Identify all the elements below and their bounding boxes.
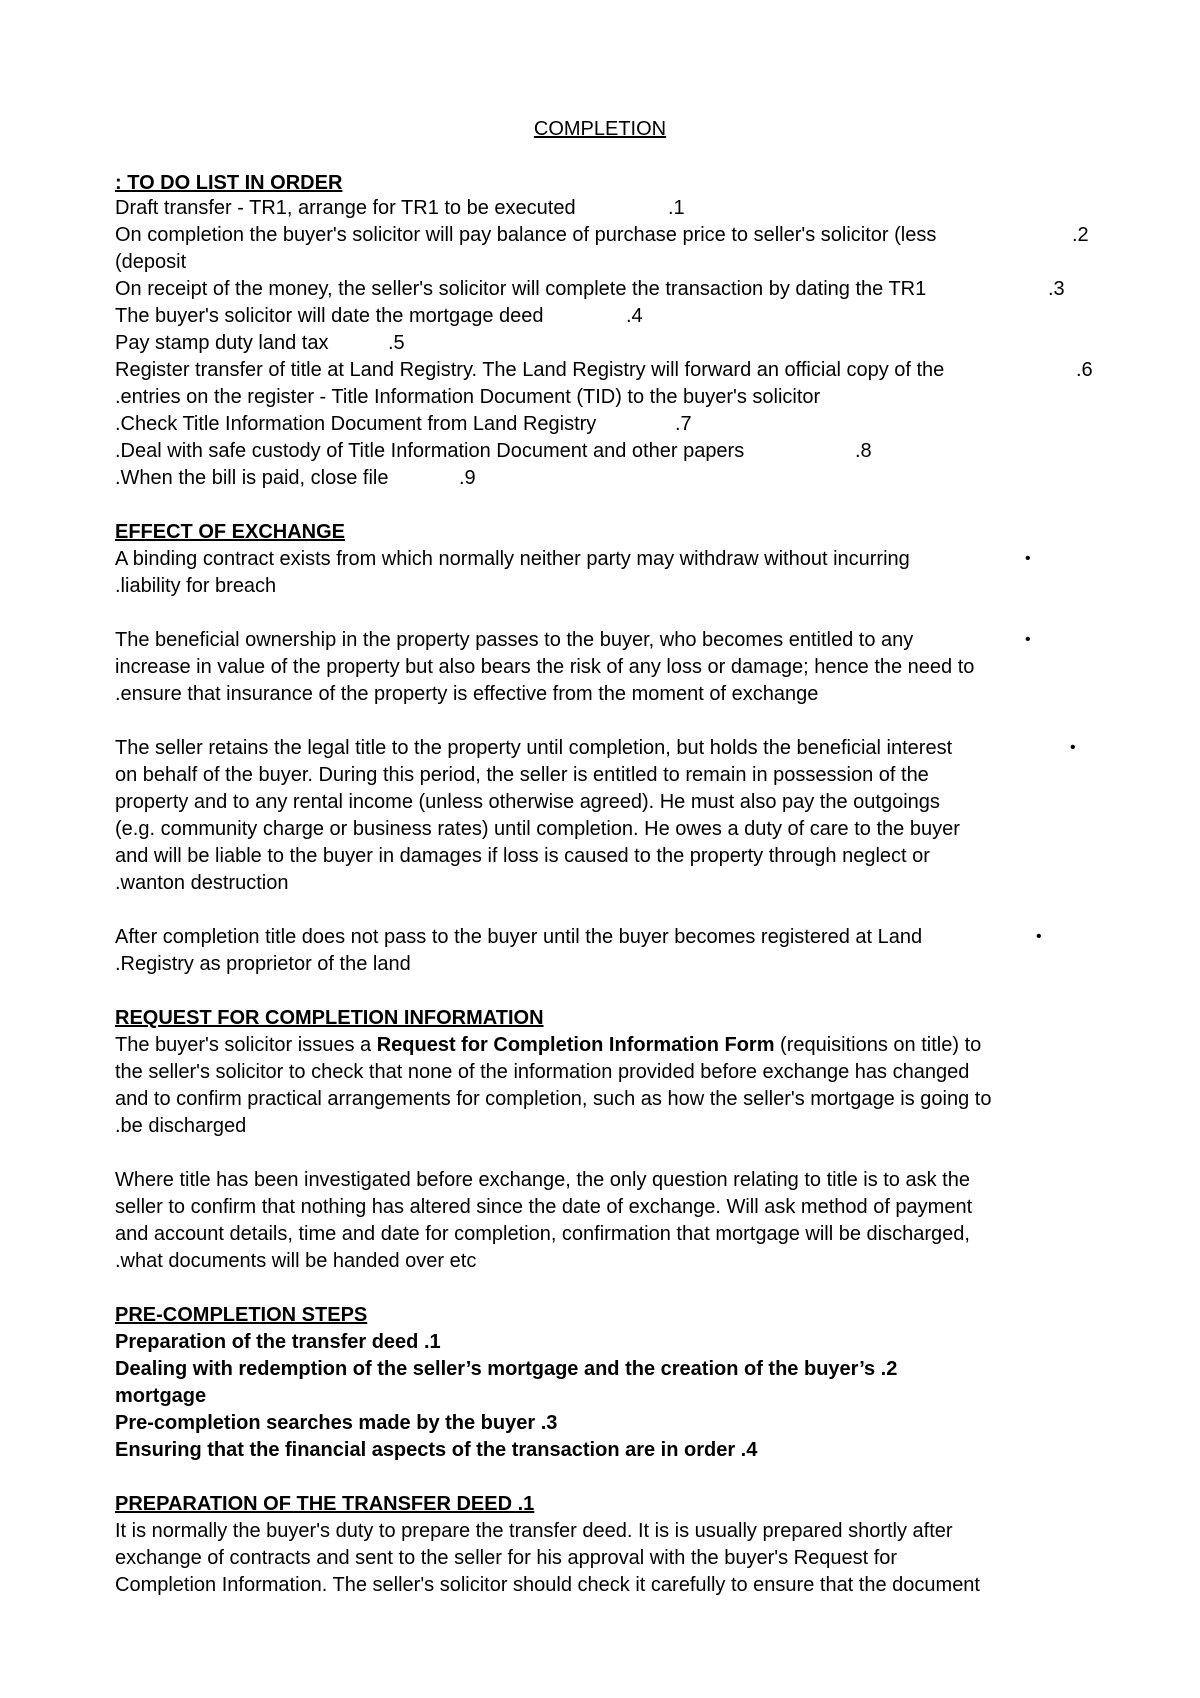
todo-item-number: .1 xyxy=(668,197,685,219)
request-heading: REQUEST FOR COMPLETION INFORMATION xyxy=(115,1007,544,1029)
todo-item-text: Draft transfer - TR1, arrange for TR1 to be executed xyxy=(115,197,576,219)
todo-item-number: .8 xyxy=(855,440,872,462)
bullet-icon: • xyxy=(1036,928,1042,945)
todo-item-number: .2 xyxy=(1072,224,1089,246)
exchange-paragraph-line: After completion title does not pass to the buyer until the buyer becomes registered at Land xyxy=(115,926,923,948)
exchange-paragraph-line: .wanton destruction xyxy=(115,872,289,894)
todo-item-continuation: .entries on the register - Title Information Document (TID) to the buyer's solicitor xyxy=(115,386,821,408)
exchange-paragraph-line: (e.g. community charge or business rates) until completion. He owes a duty of care to the buyer xyxy=(115,818,960,840)
bullet-icon: • xyxy=(1025,631,1031,648)
transfer-paragraph-line: exchange of contracts and sent to the seller for his approval with the buyer's Request for xyxy=(115,1547,898,1569)
request-paragraph-line: .what documents will be handed over etc xyxy=(115,1250,477,1272)
todo-item-number: .6 xyxy=(1076,359,1093,381)
todo-item-text: On completion the buyer's solicitor will pay balance of purchase price to seller's solicitor (less xyxy=(115,224,937,246)
todo-item-number: .4 xyxy=(626,305,643,327)
precompletion-step: mortgage xyxy=(115,1385,207,1407)
exchange-paragraph-line: property and to any rental income (unless otherwise agreed). He must also pay the outgoings xyxy=(115,791,940,813)
todo-item-text: Register transfer of title at Land Registry. The Land Registry will forward an official copy of the xyxy=(115,359,945,381)
todo-heading: : TO DO LIST IN ORDER xyxy=(115,172,343,194)
todo-item-number: .5 xyxy=(388,332,405,354)
request-form-name: Request for Completion Information Form xyxy=(376,1034,775,1056)
bullet-icon: • xyxy=(1070,739,1076,756)
request-paragraph-line: .be discharged xyxy=(115,1115,247,1137)
precompletion-step: Pre-completion searches made by the buyer .3 xyxy=(115,1412,558,1434)
exchange-paragraph-line: on behalf of the buyer. During this period, the seller is entitled to remain in possession of the xyxy=(115,764,929,786)
request-paragraph-line xyxy=(115,1032,981,1058)
exchange-paragraph-line: .ensure that insurance of the property is effective from the moment of exchange xyxy=(115,683,819,705)
exchange-heading: EFFECT OF EXCHANGE xyxy=(115,521,346,543)
request-paragraph-line: seller to confirm that nothing has altered since the date of exchange. Will ask method of payment xyxy=(115,1196,973,1218)
bullet-icon: • xyxy=(1025,550,1031,567)
request-paragraph-line: Where title has been investigated before exchange, the only question relating to title is to ask the xyxy=(115,1169,970,1191)
transfer-paragraph-line: Completion Information. The seller's solicitor should check it carefully to ensure that the document xyxy=(115,1574,980,1596)
exchange-paragraph-line: .liability for breach xyxy=(115,575,277,597)
todo-item-continuation: (deposit xyxy=(115,251,187,273)
todo-item-text: .When the bill is paid, close file xyxy=(115,467,389,489)
exchange-paragraph-line: The beneficial ownership in the property passes to the buyer, who becomes entitled to any xyxy=(115,629,914,651)
todo-item-text: .Check Title Information Document from Land Registry xyxy=(115,413,597,435)
todo-item-text: Pay stamp duty land tax xyxy=(115,332,329,354)
request-intro-text: The buyer's solicitor issues a xyxy=(115,1034,377,1056)
exchange-paragraph-line: and will be liable to the buyer in damages if loss is caused to the property through neglect or xyxy=(115,845,930,867)
todo-item-number: .3 xyxy=(1048,278,1065,300)
exchange-paragraph-line: .Registry as proprietor of the land xyxy=(115,953,411,975)
exchange-paragraph-line: increase in value of the property but also bears the risk of any loss or damage; hence the need to xyxy=(115,656,975,678)
todo-item-text: .Deal with safe custody of Title Information Document and other papers xyxy=(115,440,745,462)
page-title: COMPLETION xyxy=(533,118,667,140)
exchange-paragraph-line: The seller retains the legal title to the property until completion, but holds the beneficial interest xyxy=(115,737,953,759)
todo-item-number: .9 xyxy=(459,467,476,489)
precompletion-step: Dealing with redemption of the seller’s mortgage and the creation of the buyer’s .2 xyxy=(115,1358,898,1380)
exchange-paragraph-line: A binding contract exists from which normally neither party may withdraw without incurring xyxy=(115,548,910,570)
transfer-paragraph-line: It is normally the buyer's duty to prepare the transfer deed. It is is usually prepared shortly after xyxy=(115,1520,953,1542)
request-paragraph-line: and account details, time and date for completion, confirmation that mortgage will be discharged, xyxy=(115,1223,970,1245)
precompletion-step: Ensuring that the financial aspects of the transaction are in order .4 xyxy=(115,1439,758,1461)
precompletion-heading: PRE-COMPLETION STEPS xyxy=(115,1304,368,1326)
request-intro-tail: (requisitions on title) to xyxy=(774,1034,982,1056)
todo-item-number: .7 xyxy=(675,413,692,435)
request-paragraph-line: the seller's solicitor to check that none of the information provided before exchange has changed xyxy=(115,1061,970,1083)
precompletion-step: Preparation of the transfer deed .1 xyxy=(115,1331,441,1353)
request-paragraph-line: and to confirm practical arrangements for completion, such as how the seller's mortgage is going to xyxy=(115,1088,992,1110)
todo-item-text: The buyer's solicitor will date the mortgage deed xyxy=(115,305,544,327)
todo-item-text: On receipt of the money, the seller's solicitor will complete the transaction by dating the TR1 xyxy=(115,278,927,300)
transfer-heading: PREPARATION OF THE TRANSFER DEED .1 xyxy=(115,1493,535,1515)
